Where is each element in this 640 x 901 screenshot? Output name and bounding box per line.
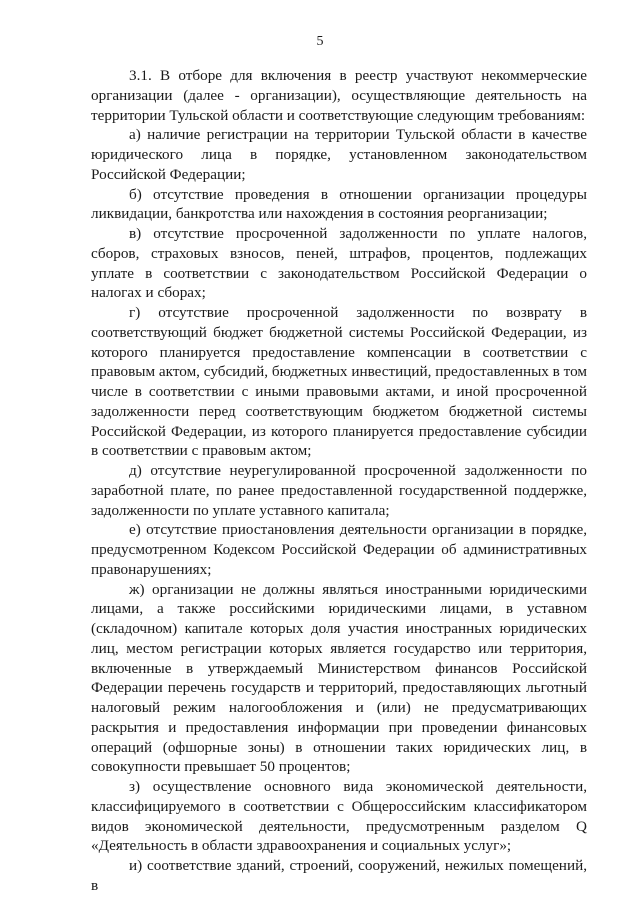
paragraph-item-d: д) отсутствие неурегулированной просроченной задолженности по заработной плате, по ранее предоставленной государственной поддержке, задолженности по уплате уставного капитала; [91, 462, 587, 519]
document-body [91, 66, 587, 896]
paragraph-item-a: а) наличие регистрации на территории Тульской области в качестве юридического лица в порядке, установленном законодательством Российской Федерации; [91, 126, 587, 183]
paragraph-item-zh: ж) организации не должны являться иностранными юридическими лицами, а также российскими юридическими лицами, в уставном (складочном) капитале которых доля участия иностранных юридических лиц, местом регистрации которых является государство или территория, включенные в утверждаемый Министерством финансов Российской Федерации перечень государств и территорий, предоставляющих льготный налоговый режим налогообложения и (или) не предусматривающих раскрытия и предоставления информации при проведении финансовых операций (офшорные зоны) в отношении таких юридических лиц, в совокупности превышает 50 процентов; [91, 580, 587, 776]
paragraph-item-e: е) отсутствие приостановления деятельности организации в порядке, предусмотренном Кодексом Российской Федерации об административных правонарушениях; [91, 521, 587, 578]
paragraph-item-z: з) осуществление основного вида экономической деятельности, классифицируемого в соответствии с Общероссийским классификатором видов экономической деятельности, предусмотренным разделом Q «Деятельность в области здравоохранения и социальных услуг»; [91, 778, 587, 855]
paragraph-3-1: 3.1. В отборе для включения в реестр участвуют некоммерческие организации (далее - организации), осуществляющие деятельность на территории Тульской области и соответствующие следующим требованиям: [91, 67, 587, 124]
page-number: 5 [316, 34, 324, 49]
paragraph-item-g: г) отсутствие просроченной задолженности по возврату в соответствующий бюджет бюджетной системы Российской Федерации, из которого планируется предоставление компенсации в соответствии с правовым актом, субсидий, бюджетных инвестиций, предоставленных в том числе в соответствии с иными правовыми актами, и иной просроченной задолженности перед соответствующим бюджетом бюджетной системы Российской Федерации, из которого планируется предоставление субсидии в соответствии с правовым актом; [91, 304, 587, 460]
paragraph-item-b: б) отсутствие проведения в отношении организации процедуры ликвидации, банкротства или нахождения в состояния реорганизации; [91, 185, 587, 223]
paragraph-item-i: и) соответствие зданий, строений, сооружений, нежилых помещений, в [91, 857, 587, 894]
paragraph-item-v: в) отсутствие просроченной задолженности по уплате налогов, сборов, страховых взносов, пеней, штрафов, процентов, подлежащих уплате в соответствии с законодательством Российской Федерации о налогах и сборах; [91, 225, 587, 302]
